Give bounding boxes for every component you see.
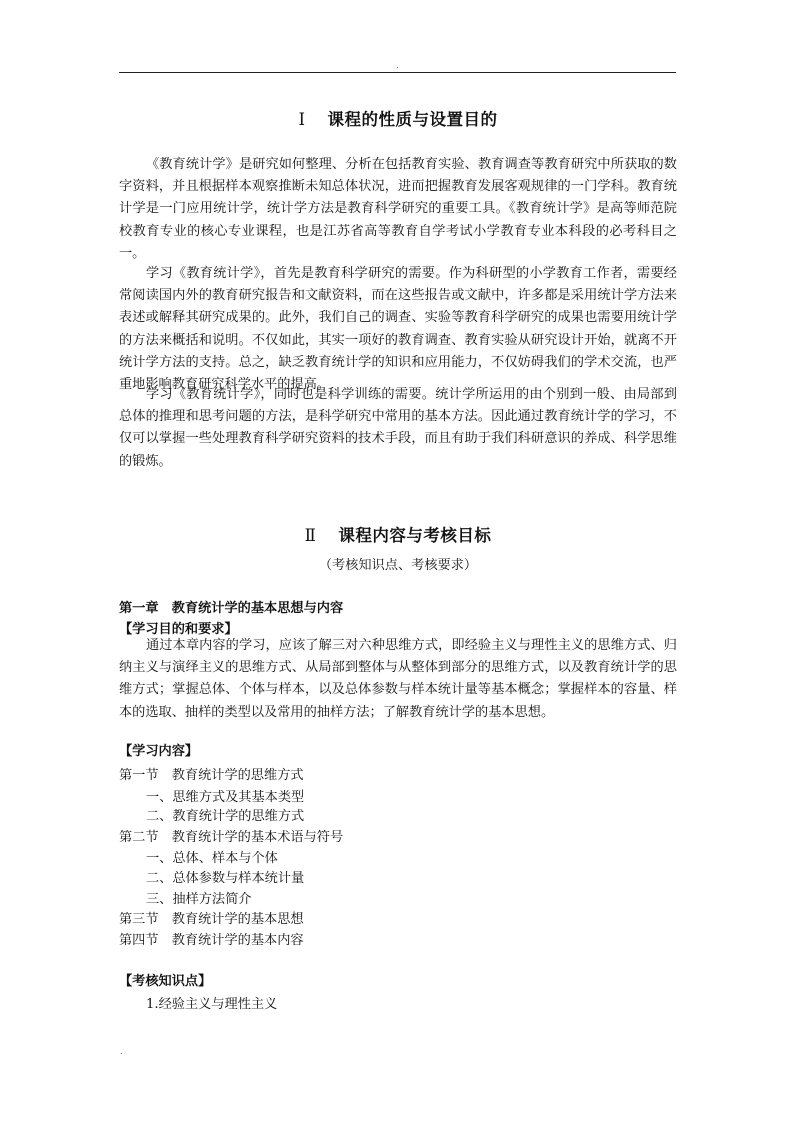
outline-item-1-2: 二、教育统计学的思维方式: [146, 809, 305, 824]
section1-heading: [119, 106, 677, 130]
section2-title: 课程内容与考核目标: [338, 526, 492, 545]
chapter1-content-heading: 【学习内容】: [119, 744, 199, 759]
outline-item-1-1: 一、思维方式及其基本类型: [146, 790, 305, 805]
section1-paragraph-1: 《教育统计学》是研究如何整理、分析在包括教育实验、教育调查等教育研究中所获取的数字资料，并且根据样本观察推断未知总体状况，进而把握教育发展客观规律的一门学科。教育统计学是一门应用统计学，统计学方法是教育科学研究的重要工具。《教育统计学》是高等师范院校教育专业的核心专业课程，也是江苏省高等教育自学考试小学教育专业本科段的必考科目之一。: [119, 157, 677, 261]
section2-heading: [119, 522, 677, 546]
chapter1-knowledge-heading: 【考核知识点】: [119, 974, 212, 989]
section1-number: Ⅰ: [298, 110, 306, 129]
section1-paragraph-3: 学习《教育统计学》，同时也是科学训练的需要。统计学所运用的由个别到一般、由局部到总体的推理和思考问题的方法，是科学研究中常用的基本方法。因此通过教育统计学的学习，不仅可以掌握一些处理教育科学研究资料的技术手段，而且有助于我们科研意识的养成、科学思维的锻炼。: [119, 387, 677, 469]
outline-item-2-1: 一、总体、样本与个体: [146, 851, 278, 866]
section2-subtitle: （考核知识点、考核要求）: [318, 558, 478, 573]
section2-number: Ⅱ: [304, 526, 317, 545]
outline-section-1: 第一节 教育统计学的思维方式: [119, 768, 304, 783]
outline-section-4: 第四节 教育统计学的基本内容: [119, 933, 304, 948]
section1-title: 课程的性质与设置目的: [327, 110, 498, 129]
knowledge-item-1: 1.经验主义与理性主义: [146, 997, 278, 1012]
header-dot: .: [396, 61, 399, 70]
outline-item-2-2: 二、总体参数与样本统计量: [146, 871, 305, 886]
outline-item-2-3: 三、抽样方法简介: [146, 892, 252, 907]
section1-paragraph-2: 学习《教育统计学》，首先是教育科学研究的需要。作为科研型的小学教育工作者，需要经常阅读国内外的教育研究报告和文献资料，而在这些报告或文献中，许多都是采用统计学方法来表述或解释其研究成果的。此外，我们自己的调查、实验等教育科学研究的成果也需要用统计学的方法来概括和说明。不仅如此，其实一项好的教育调查、教育实验从研究设计开始，就离不开统计学方法的支持。总之，缺乏教育统计学的知识和应用能力，不仅妨碍我们的学术交流，也严重地影响教育研究科学水平的提高。: [119, 266, 677, 393]
footer-dot: .: [120, 1047, 123, 1056]
chapter1-goals-heading: 【学习目的和要求】: [119, 622, 238, 637]
chapter1-goals-text: 通过本章内容的学习，应该了解三对六种思维方式，即经验主义与理性主义的思维方式、归纳主义与演绎主义的思维方式、从局部到整体与从整体到部分的思维方式，以及教育统计学的思维方式；掌握总体、个体与样本，以及总体参数与样本统计量等基本概念；掌握样本的容量、样本的选取、抽样的类型以及常用的抽样方法；了解教育统计学的基本思想。: [119, 638, 677, 720]
outline-section-2: 第二节 教育统计学的基本术语与符号: [119, 830, 344, 845]
chapter1-title: 第一章 教育统计学的基本思想与内容: [119, 601, 344, 616]
outline-section-3: 第三节 教育统计学的基本思想: [119, 912, 304, 927]
header-rule: [119, 72, 676, 73]
